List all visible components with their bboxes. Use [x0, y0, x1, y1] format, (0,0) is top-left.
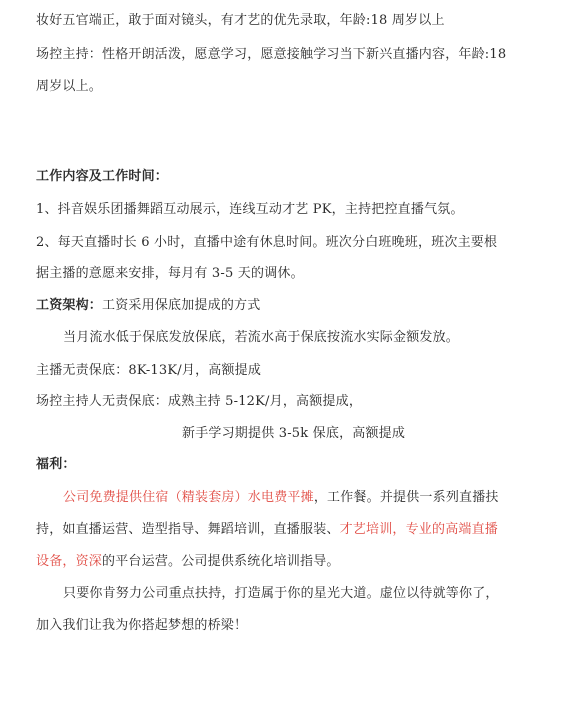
benefits-line-3 — [36, 553, 340, 571]
benefit-text: 的平台运营。公司提供系统化培训指导。 — [102, 554, 340, 569]
requirement-line-3: 周岁以上。 — [36, 79, 103, 94]
benefits-line-2 — [36, 521, 498, 539]
salary-description: 工资采用保底加提成的方式 — [102, 298, 261, 313]
work-item-1: 1、抖音娱乐团播舞蹈互动展示，连线互动才艺 PK，主持把控直播气氛。 — [36, 202, 464, 217]
work-heading: 工作内容及工作时间： — [36, 169, 169, 184]
newbie-salary: 新手学习期提供 3-5k 保底，高额提成 — [182, 426, 406, 441]
closing-line-1: 只要你肯努力公司重点扶持，打造属于你的星光大道。虚位以待就等你了， — [63, 586, 499, 601]
benefit-highlight: 才艺培训，专业的高端直播 — [339, 522, 499, 537]
host-salary: 场控主持人无责保底：成熟主持 5-12K/月，高额提成， — [36, 394, 363, 409]
salary-rule: 当月流水低于保底发放保底，若流水高于保底按流水实际金额发放。 — [63, 330, 460, 345]
requirement-line-1: 妆好五官端正，敢于面对镜头，有才艺的优先录取，年龄:18 周岁以上 — [36, 13, 445, 28]
benefits-line-1 — [63, 489, 499, 507]
salary-heading: 工资架构： — [36, 298, 103, 313]
benefit-highlight: 设备，资深 — [36, 554, 103, 569]
benefit-text: ，工作餐。并提供一系列直播扶 — [313, 490, 499, 505]
benefit-text: 持，如直播运营、造型指导、舞蹈培训，直播服装、 — [36, 522, 340, 537]
anchor-salary: 主播无责保底：8K-13K/月，高额提成 — [36, 363, 262, 378]
benefits-heading: 福利： — [36, 457, 76, 472]
salary-line — [36, 297, 260, 315]
work-item-2-line-2: 据主播的意愿来安排，每月有 3-5 天的调休。 — [36, 266, 304, 281]
requirement-line-2: 场控主持：性格开朗活泼，愿意学习，愿意接触学习当下新兴直播内容，年龄:18 — [36, 47, 507, 62]
work-item-2-line-1: 2、每天直播时长 6 小时，直播中途有休息时间。班次分白班晚班，班次主要根 — [36, 235, 498, 250]
benefit-highlight: 公司免费提供住宿（精装套房）水电费平摊 — [63, 490, 314, 505]
closing-line-2: 加入我们让我为你搭起梦想的桥梁！ — [36, 618, 248, 633]
